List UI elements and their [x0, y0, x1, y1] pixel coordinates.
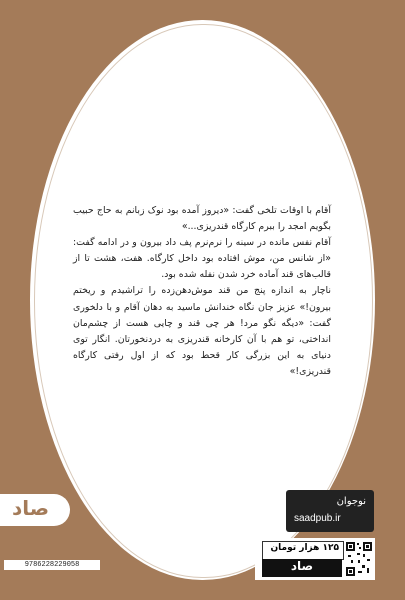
- imprint-name: نوجوان: [336, 496, 366, 507]
- publisher-logo-badge: [0, 494, 70, 526]
- price-label: ۱۲۵ هزار تومان: [270, 543, 339, 553]
- isbn-number: 9786228229058: [4, 560, 100, 570]
- publisher-url: saadpub.ir: [294, 513, 341, 524]
- blurb-paragraph-2: آقام نفس مانده در سینه را نرم‌نرم پف داد بیرون و در ادامه گفت: «از شانس من، موش افتاده بود داخل کارگاه. هفت، هشت تا از قالب‌های قند آماده خرد شدن نفله شده بود.: [73, 237, 331, 281]
- qr-code-icon: [345, 541, 373, 577]
- blurb-paragraph-3: ناچار به اندازه پنج من قند موش‌دهن‌زده را تراشیدم و ریختم بیرون!» عزیز جان نگاه خندانش ماسید به دهان آقام و با دلخوری گفت: «دیگه نگو مرد! هر چی قند و چایی هست از چشم‌مان انداختی، تو هم با آن کارخانه قندریزی به دردنخورتان. انگار توی دنیای به این بزرگی کار قحط بود که از اول رفتی کارگاه قندریزی!»: [73, 285, 331, 377]
- price-box: [262, 541, 344, 560]
- book-blurb: [73, 203, 331, 380]
- publisher-name-box: [262, 559, 342, 577]
- blurb-paragraph-1: آقام با اوقات تلخی گفت: «دیروز آمده بود نوک زبانم به حاج حبیب بگویم امجد را ببرم کارگاه قندریزی...»: [73, 205, 331, 233]
- imprint-box: [286, 490, 374, 532]
- publisher-name: صاد: [290, 559, 314, 573]
- publisher-logo: صاد: [12, 496, 50, 520]
